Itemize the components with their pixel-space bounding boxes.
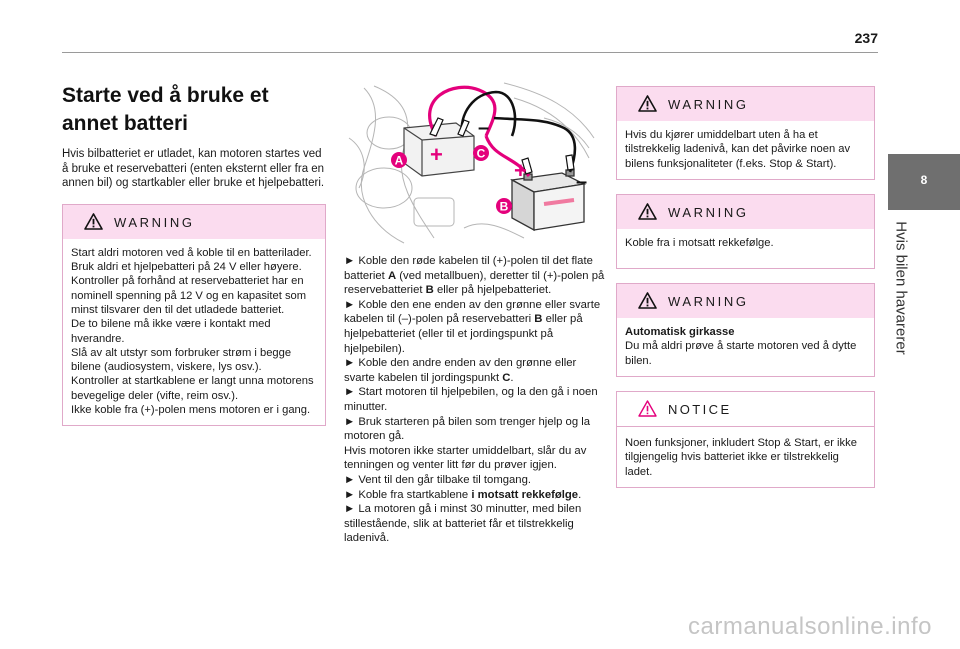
warning-text: Du må aldri prøve å starte motoren ved å dytte bilen. (625, 340, 857, 367)
label-b: B (499, 199, 509, 214)
warning-body (617, 121, 874, 179)
warning-box-charge (616, 86, 875, 180)
page-number: 237 (854, 30, 878, 46)
chapter-label-text: Hvis bilen havarerer (892, 220, 910, 355)
notice-title: NOTICE (668, 402, 732, 418)
warning-header (617, 195, 874, 229)
warning-title: WARNING (668, 97, 749, 112)
warning-line: Slå av alt utstyr som forbruker strøm i begge bilene (audiosystem, viskere, lys osv.). (71, 346, 292, 374)
step-6: Hvis motoren ikke starter umiddelbart, slår du av tenningen og venter litt før du prøver igjen. (344, 444, 587, 472)
chapter-label (887, 215, 915, 360)
step-8: ► Koble fra startkablene i motsatt rekkefølge. (344, 488, 582, 501)
warning-triangle-icon (638, 95, 657, 112)
warning-header (617, 87, 874, 121)
warning-text: Koble fra i motsatt rekkefølge. (625, 236, 774, 249)
watermark: carmanualsonline.info (688, 613, 932, 640)
plus-sign-b: + (514, 158, 527, 183)
notice-text: Noen funksjoner, inkludert Stop & Start, er ikke tilgjengelig hvis batteriet ikke er tilstrekkelig ladet. (625, 437, 857, 478)
warning-header (617, 284, 874, 318)
warning-line: Kontroller på forhånd at reservebatteriet har en nominell spenning på 12 V og en kapasitet som minst tilsvarer den til det utladede batteriet. (71, 275, 307, 316)
warning-box-left (62, 204, 326, 427)
warning-body (617, 318, 874, 376)
warning-triangle-icon (638, 203, 657, 220)
left-column (62, 82, 326, 426)
warning-box-gearbox (616, 283, 875, 377)
step-3: ► Koble den andre enden av den grønne eller svarte kabelen til jordingspunkt C. (344, 357, 577, 384)
chapter-tab[interactable] (888, 154, 960, 210)
step-2: ► Koble den ene enden av den grønne eller svarte kabelen til (–)-polen på reservebatteri B eller på hjelpebatteriet (eller til et jordingspunkt på hjelpebilen). (344, 298, 601, 355)
label-c: C (476, 146, 486, 161)
label-a: A (394, 153, 404, 168)
intro-paragraph: Hvis bilbatteriet er utladet, kan motoren startes ved å bruke et reservebatteri (enten eksternt eller fra en annen bil) og startkabler eller bruke et hjelpebatteri. (62, 148, 325, 190)
minus-sign-c: – (478, 117, 490, 139)
minus-sign-b: – (576, 171, 588, 193)
notice-header (617, 392, 874, 427)
notice-body (617, 427, 874, 487)
chapter-number: 8 (920, 173, 928, 187)
warning-box-reverse (616, 194, 875, 269)
warning-body (63, 239, 325, 426)
header-divider (62, 52, 878, 53)
warning-title: WARNING (668, 294, 749, 310)
middle-column (344, 78, 606, 546)
notice-triangle-icon (638, 400, 657, 417)
jump-start-illustration (344, 78, 606, 246)
notice-box (616, 391, 875, 488)
section-title: Starte ved å bruke et annet batteri (62, 84, 269, 135)
step-7: ► Vent til den går tilbake til tomgang. (344, 473, 532, 486)
warning-body (617, 229, 874, 268)
warning-line: Ikke koble fra (+)-polen mens motoren er i gang. (71, 404, 311, 417)
warning-line: Start aldri motoren ved å koble til en batterilader. (71, 246, 312, 259)
warning-subtitle: Automatisk girkasse (625, 326, 735, 339)
warning-text: Hvis du kjører umiddelbart uten å ha et tilstrekkelig ladenivå, kan det påvirke noen av bilens funksjonaliteter (f.eks. Stop & Start). (625, 129, 851, 170)
warning-triangle-icon (638, 292, 657, 309)
warning-triangle-icon (84, 213, 103, 230)
warning-title: WARNING (114, 214, 195, 230)
step-9: ► La motoren gå i minst 30 minutter, med bilen stillestående, slik at batteriet får et tilstrekkelig ladenivå. (344, 503, 582, 545)
warning-line: Kontroller at startkablene er langt unna motorens bevegelige deler (vifte, reim osv.). (71, 375, 314, 402)
plus-sign-a: + (430, 142, 443, 167)
step-4: ► Start motoren til hjelpebilen, og la den gå i noen minutter. (344, 386, 598, 413)
warning-line: Bruk aldri et hjelpebatteri på 24 V eller høyere. (71, 261, 302, 274)
step-1: ► Koble den røde kabelen til (+)-polen til det flate batteriet A (ved metallbuen), deretter til (+)-polen på reservebatteriet B eller på hjelpebatteriet. (344, 255, 605, 297)
step-5: ► Bruk starteren på bilen som trenger hjelp og la motoren gå. (344, 415, 591, 443)
warning-title: WARNING (668, 204, 749, 220)
warning-line: De to bilene må ikke være i kontakt med hverandre. (71, 318, 271, 345)
right-column (616, 86, 875, 502)
warning-header (63, 205, 325, 239)
